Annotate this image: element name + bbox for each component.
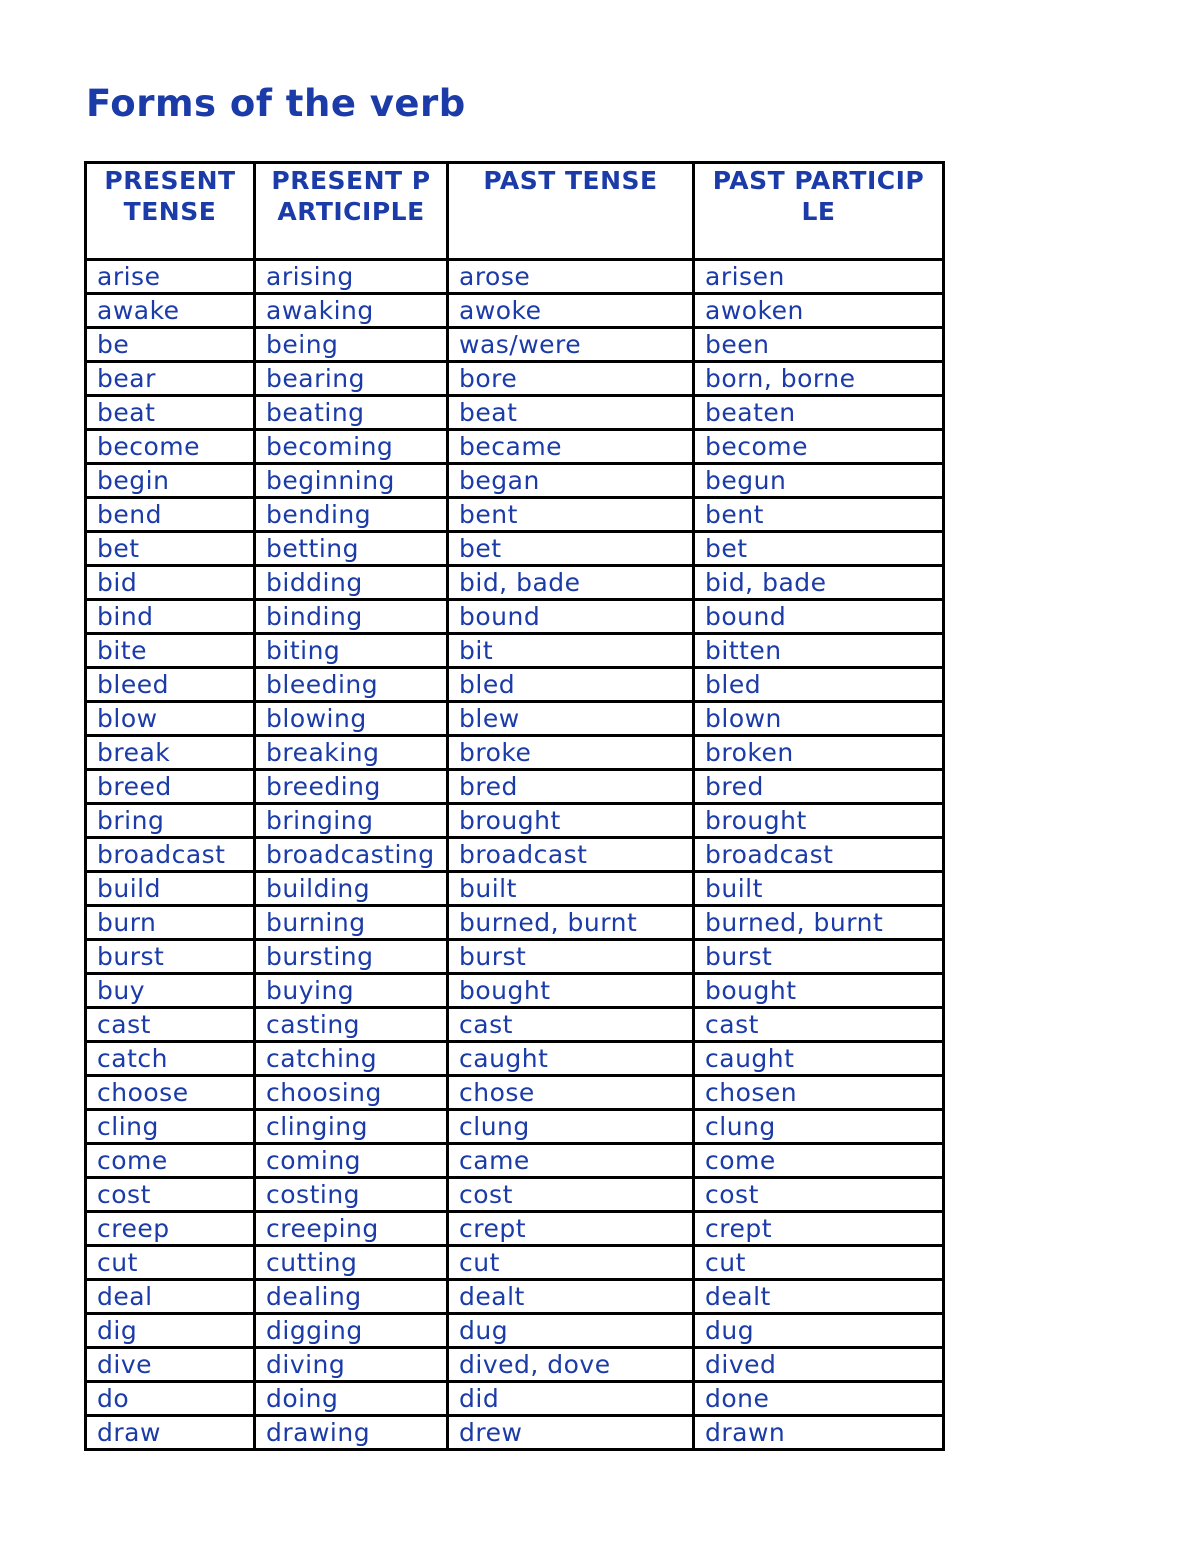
cell-past-participle: cost <box>694 1178 944 1212</box>
cell-present-participle: choosing <box>255 1076 448 1110</box>
cell-present-tense: breed <box>86 770 255 804</box>
table-row <box>86 362 944 396</box>
cell-past-participle: clung <box>694 1110 944 1144</box>
cell-present-tense: begin <box>86 464 255 498</box>
table-row <box>86 1076 944 1110</box>
table-row <box>86 1314 944 1348</box>
table-row <box>86 566 944 600</box>
cell-present-participle: awaking <box>255 294 448 328</box>
table-row <box>86 600 944 634</box>
cell-past-tense: blew <box>448 702 694 736</box>
cell-past-participle: cut <box>694 1246 944 1280</box>
cell-present-participle: costing <box>255 1178 448 1212</box>
cell-present-tense: beat <box>86 396 255 430</box>
cell-present-tense: do <box>86 1382 255 1416</box>
cell-past-participle: done <box>694 1382 944 1416</box>
table-row <box>86 1178 944 1212</box>
cell-past-tense: beat <box>448 396 694 430</box>
cell-past-tense: bore <box>448 362 694 396</box>
cell-past-participle: chosen <box>694 1076 944 1110</box>
cell-present-participle: biting <box>255 634 448 668</box>
cell-past-tense: dug <box>448 1314 694 1348</box>
cell-past-tense: built <box>448 872 694 906</box>
cell-past-tense: bid, bade <box>448 566 694 600</box>
cell-past-participle: dived <box>694 1348 944 1382</box>
cell-present-participle: casting <box>255 1008 448 1042</box>
cell-past-tense: began <box>448 464 694 498</box>
cell-present-tense: dive <box>86 1348 255 1382</box>
cell-past-participle: crept <box>694 1212 944 1246</box>
cell-past-tense: cut <box>448 1246 694 1280</box>
cell-present-participle: bringing <box>255 804 448 838</box>
cell-past-participle: blown <box>694 702 944 736</box>
table-row <box>86 668 944 702</box>
cell-past-tense: crept <box>448 1212 694 1246</box>
cell-present-tense: bring <box>86 804 255 838</box>
cell-past-tense: broke <box>448 736 694 770</box>
table-row <box>86 872 944 906</box>
cell-present-tense: become <box>86 430 255 464</box>
cell-past-participle: dealt <box>694 1280 944 1314</box>
header-present-tense: PRESENT TENSE <box>86 163 255 260</box>
cell-past-tense: was/were <box>448 328 694 362</box>
cell-present-tense: cling <box>86 1110 255 1144</box>
table-row <box>86 838 944 872</box>
cell-present-participle: breeding <box>255 770 448 804</box>
table-body <box>86 260 944 1450</box>
cell-present-participle: doing <box>255 1382 448 1416</box>
cell-present-participle: arising <box>255 260 448 294</box>
cell-present-participle: building <box>255 872 448 906</box>
cell-present-participle: bending <box>255 498 448 532</box>
cell-past-tense: bet <box>448 532 694 566</box>
table-row <box>86 702 944 736</box>
table-row <box>86 532 944 566</box>
cell-past-participle: bitten <box>694 634 944 668</box>
cell-past-participle: cast <box>694 1008 944 1042</box>
table-row <box>86 804 944 838</box>
cell-past-tense: dealt <box>448 1280 694 1314</box>
table-row <box>86 1348 944 1382</box>
cell-past-tense: burned, burnt <box>448 906 694 940</box>
cell-past-participle: come <box>694 1144 944 1178</box>
cell-past-tense: dived, dove <box>448 1348 694 1382</box>
cell-present-tense: arise <box>86 260 255 294</box>
cell-present-tense: bear <box>86 362 255 396</box>
table-row <box>86 974 944 1008</box>
cell-present-participle: beginning <box>255 464 448 498</box>
cell-past-participle: beaten <box>694 396 944 430</box>
cell-present-participle: bearing <box>255 362 448 396</box>
table-row <box>86 464 944 498</box>
cell-past-participle: broken <box>694 736 944 770</box>
cell-past-participle: been <box>694 328 944 362</box>
cell-present-participle: buying <box>255 974 448 1008</box>
cell-present-tense: burst <box>86 940 255 974</box>
cell-present-participle: being <box>255 328 448 362</box>
cell-past-participle: bred <box>694 770 944 804</box>
verb-forms-table <box>84 161 945 1451</box>
cell-past-tense: bred <box>448 770 694 804</box>
cell-present-tense: catch <box>86 1042 255 1076</box>
table-row <box>86 1212 944 1246</box>
cell-past-participle: arisen <box>694 260 944 294</box>
cell-present-tense: creep <box>86 1212 255 1246</box>
cell-past-participle: awoken <box>694 294 944 328</box>
cell-present-participle: becoming <box>255 430 448 464</box>
cell-present-tense: bind <box>86 600 255 634</box>
cell-past-tense: broadcast <box>448 838 694 872</box>
cell-present-tense: blow <box>86 702 255 736</box>
cell-present-tense: bend <box>86 498 255 532</box>
cell-present-tense: dig <box>86 1314 255 1348</box>
table-row <box>86 396 944 430</box>
cell-past-participle: bought <box>694 974 944 1008</box>
cell-present-tense: cast <box>86 1008 255 1042</box>
cell-present-tense: come <box>86 1144 255 1178</box>
cell-past-tense: cost <box>448 1178 694 1212</box>
cell-present-participle: bursting <box>255 940 448 974</box>
cell-present-tense: broadcast <box>86 838 255 872</box>
cell-present-participle: diving <box>255 1348 448 1382</box>
cell-past-participle: burst <box>694 940 944 974</box>
table-row <box>86 1416 944 1450</box>
cell-present-tense: bleed <box>86 668 255 702</box>
cell-past-tense: bought <box>448 974 694 1008</box>
cell-present-participle: catching <box>255 1042 448 1076</box>
table-row <box>86 1246 944 1280</box>
cell-present-participle: burning <box>255 906 448 940</box>
cell-present-participle: clinging <box>255 1110 448 1144</box>
cell-past-tense: became <box>448 430 694 464</box>
cell-present-tense: break <box>86 736 255 770</box>
cell-past-participle: burned, burnt <box>694 906 944 940</box>
table-row <box>86 770 944 804</box>
cell-past-tense: bound <box>448 600 694 634</box>
cell-present-tense: bet <box>86 532 255 566</box>
cell-present-tense: be <box>86 328 255 362</box>
cell-present-participle: coming <box>255 1144 448 1178</box>
cell-present-participle: broadcasting <box>255 838 448 872</box>
cell-present-tense: draw <box>86 1416 255 1450</box>
table-row <box>86 940 944 974</box>
cell-past-participle: born, borne <box>694 362 944 396</box>
cell-past-tense: bent <box>448 498 694 532</box>
cell-past-participle: brought <box>694 804 944 838</box>
table-row <box>86 260 944 294</box>
cell-past-tense: brought <box>448 804 694 838</box>
cell-present-tense: awake <box>86 294 255 328</box>
cell-past-participle: bet <box>694 532 944 566</box>
cell-past-participle: caught <box>694 1042 944 1076</box>
cell-past-participle: broadcast <box>694 838 944 872</box>
cell-past-tense: bled <box>448 668 694 702</box>
cell-present-participle: bleeding <box>255 668 448 702</box>
cell-past-tense: caught <box>448 1042 694 1076</box>
cell-present-tense: burn <box>86 906 255 940</box>
cell-present-tense: bite <box>86 634 255 668</box>
cell-present-participle: digging <box>255 1314 448 1348</box>
header-past-tense: PAST TENSE <box>448 163 694 260</box>
cell-present-participle: beating <box>255 396 448 430</box>
table-row <box>86 906 944 940</box>
cell-past-tense: clung <box>448 1110 694 1144</box>
cell-past-tense: burst <box>448 940 694 974</box>
cell-present-participle: blowing <box>255 702 448 736</box>
cell-past-participle: bled <box>694 668 944 702</box>
cell-present-participle: breaking <box>255 736 448 770</box>
cell-past-participle: dug <box>694 1314 944 1348</box>
table-row <box>86 1110 944 1144</box>
table-row <box>86 498 944 532</box>
cell-past-tense: arose <box>448 260 694 294</box>
cell-past-participle: become <box>694 430 944 464</box>
cell-present-tense: bid <box>86 566 255 600</box>
cell-present-tense: build <box>86 872 255 906</box>
header-past-participle: PAST PARTICIPLE <box>694 163 944 260</box>
table-row <box>86 328 944 362</box>
cell-present-tense: cut <box>86 1246 255 1280</box>
header-row <box>86 163 944 260</box>
page-title: Forms of the verb <box>86 82 466 125</box>
cell-past-tense: came <box>448 1144 694 1178</box>
cell-past-participle: bid, bade <box>694 566 944 600</box>
cell-past-tense: cast <box>448 1008 694 1042</box>
cell-present-participle: creeping <box>255 1212 448 1246</box>
cell-present-participle: bidding <box>255 566 448 600</box>
table-row <box>86 634 944 668</box>
cell-present-tense: buy <box>86 974 255 1008</box>
cell-past-participle: built <box>694 872 944 906</box>
table-row <box>86 1144 944 1178</box>
cell-present-tense: deal <box>86 1280 255 1314</box>
cell-present-participle: betting <box>255 532 448 566</box>
cell-present-participle: binding <box>255 600 448 634</box>
cell-past-participle: bound <box>694 600 944 634</box>
table-row <box>86 1008 944 1042</box>
cell-past-tense: chose <box>448 1076 694 1110</box>
cell-present-participle: dealing <box>255 1280 448 1314</box>
table-row <box>86 430 944 464</box>
cell-present-tense: choose <box>86 1076 255 1110</box>
table-row <box>86 736 944 770</box>
cell-present-participle: drawing <box>255 1416 448 1450</box>
header-present-participle: PRESENT PARTICIPLE <box>255 163 448 260</box>
cell-past-participle: drawn <box>694 1416 944 1450</box>
cell-past-participle: begun <box>694 464 944 498</box>
table-row <box>86 1382 944 1416</box>
cell-present-participle: cutting <box>255 1246 448 1280</box>
cell-past-tense: awoke <box>448 294 694 328</box>
table-row <box>86 1042 944 1076</box>
table-row <box>86 294 944 328</box>
cell-past-participle: bent <box>694 498 944 532</box>
cell-past-tense: drew <box>448 1416 694 1450</box>
cell-present-tense: cost <box>86 1178 255 1212</box>
table-row <box>86 1280 944 1314</box>
cell-past-tense: bit <box>448 634 694 668</box>
cell-past-tense: did <box>448 1382 694 1416</box>
